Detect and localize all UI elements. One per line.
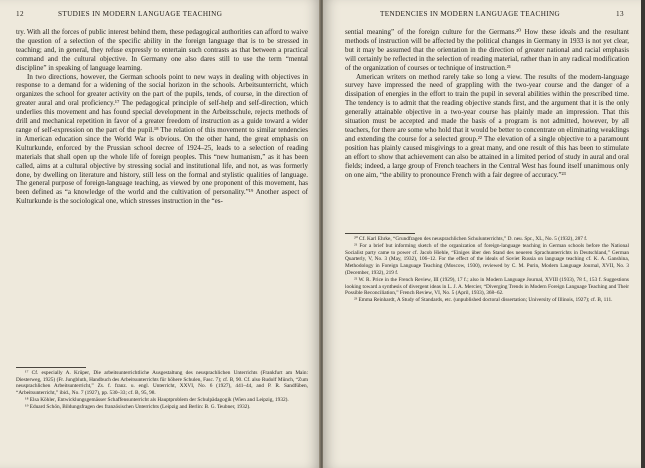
footnote-rule xyxy=(345,233,415,234)
paragraph: American writers on method rarely take so long a view. The results of the modern-language survey have impressed the need of grappling with the two-year course and the danger of a dissipation of energies in the effort to train the pupil in several abilities within the prescribed time. The tendency is to admit that the reading objective stands first, and the argument that it is the only generally attainable objective in a two-year course has plainly made an impression. That this situation must be accepted and made the basis of a program is not admitted, however, by all teachers, for there are some who hold that it would be better to concentrate on eliminating weaklings and extending the course for a selected group.²² The elevation of a single objective to a paramount position has plainly caused misgivings to a great many, and one result of this has been to stimulate an effort to show that achievement can also be attained in a limited period of study in aural and oral fields; indeed, a large group of French teachers in the Central West has found itself unanimous only on one aim, “the ability to pronounce French with a fair degree of accuracy.”²³ xyxy=(345,72,629,179)
paragraph: try. With all the forces of public interest behind them, these pedagogical authorities can afford to waive the question of a selection of the specific ability in the foreign language that is to be stressed in teaching; and, in general, they refuse expressly to entertain such contrasts as that between a practical command and the cultural objective. In Germany one also dares still to use the term “mental discipline” in speaking of language learning. xyxy=(16,28,308,72)
footnote: ¹⁹ Eduard Schön, Bildungsfragen des französischen Unterrichts (Leipzig and Berlin: B. G. Teubner, 1932). xyxy=(25,404,251,411)
footnotes xyxy=(345,236,629,304)
footnote: ²³ Emma Reinhardt, A Study of Standards, etc. (unpublished doctoral dissertation; University of Illinois, 1927); cf. B, 111. xyxy=(354,297,613,304)
right-page xyxy=(323,0,645,468)
page-number: 12 xyxy=(16,10,24,18)
body-text xyxy=(345,28,629,179)
running-title: TENDENCIES IN MODERN LANGUAGE TEACHING xyxy=(380,10,561,18)
footnote-rule xyxy=(16,367,86,368)
page-edge xyxy=(641,0,645,468)
footnotes xyxy=(16,370,308,411)
footnote: ¹⁷ Cf. especially A. Krüper, Die arbeitsunterrichtliche Ausgestaltung des neusprachlichen Unterrichts (Frankfurt am Main: Diesterweg, 1925) (Fr. Jungbluth, Handbuch des Arbeitsunterrichts für höhere Schulen, Fasc. 7); cf. B, 90. Cf. also Rudolf Münch, “Zum neusprachlichen Arbeitsunterricht,” Zs. f. franz. u. engl. Unterricht, XXVI, No. 6 (1927), 441–44, and P. R. Sandfüben, “Arbeitsunterricht,” ibid., No. 7 (1927), pp. 530–33; cf. B, 95, 98. xyxy=(16,370,308,397)
footnote: ²⁰ Cf. Karl Ehrke, “Grundfragen des neusprachlichen Schulunterrichts,” D. neu. Spr., XL, No. 5 (1932), 287 f. xyxy=(354,236,588,242)
page-number: 13 xyxy=(616,10,624,18)
footnote: ²² W. R. Price in the French Review, III (1929), 17 f.; also in Modern Language Journal, XVIII (1933), 78 f., 153 f. Suggestions looking toward a synthesis of divergent ideas in L. J. A. Mercier, “Diverging Trends in Modern Foreign Language Teaching and Their Possible Reconciliation,” French Review, VI, No. 5 (April, 1933), 368–62. xyxy=(345,276,629,297)
body-text xyxy=(16,28,308,206)
running-title: STUDIES IN MODERN LANGUAGE TEACHING xyxy=(58,10,223,18)
footnote: ²¹ For a brief but informing sketch of the organization of foreign-language teaching in German schools before the National Socialist party came to power cf. Jacob Hiehle, “Einiges über den Stand des neueren Sprachunterrichts in Deutschland,” German Quarterly, V, No. 3 (May, 1932), 106–12. For the effect of the ideals of Soviet Russia on language teaching cf. K. A. Ganshina, Methodology in Foreign Language Teaching (Moscow, 1930), reviewed by C. M. Purin, Modern Language Journal, XVII, No. 3 (December, 1932), 219 f. xyxy=(345,243,629,276)
footnote: ¹⁸ Elsa Köhler, Entwicklungsgemässer Schaffensunterricht als Hauptproblem der Schulpädagogik (Wien and Leipzig, 1932). xyxy=(25,397,289,404)
paragraph: In two directions, however, the German schools point to new ways in dealing with objectives in response to a demand for a widening of the social horizon in the schools. Arbeitsunterricht, which organizes the school for greater activity on the part of the pupils, tends, of course, in the direction of greater aural and oral proficiency.¹⁷ The pedagogical principle of self-help and self-direction, which underlies this movement and has found special development in the Arbeitsschule, rejects methods of drill and mechanical repetition in favor of a greater freedom of instruction as a guide toward a wider range of self-expression on the part of the pupil.¹⁸ The relation of this movement to similar tendencies in American education since the World War is obvious. On the other hand, the great emphasis on Kulturkunde, enforced by the Prussian school decree of 1924–25, leads to a selection of reading materials that shall open up the whole life of foreign peoples. This “new humanism,” as it has been called, aims at a cultural objective by stressing social and institutional life, and not, as was formerly done, by dwelling on literature and history, still less on the formal and stylistic qualities of language. The general purpose of foreign-language teaching, as viewed by one proponent of this movement, has been defined as “a knowledge of the world and the cultivation of personality.”¹⁹ Another aspect of Kulturkunde is the sociological one, which stresses instruction in the “es- xyxy=(16,72,308,206)
paragraph: sential meaning” of the foreign culture for the Germans.²⁰ How these ideals and the resultant methods of instruction will be affected by the political changes in Germany in 1933 is not yet clear, but it may be assumed that the orientation in the direction of greater national and racial emphasis will certainly be reflected in the selection of reading material, rather than in any radical modification of the organization of courses or technique of instruction.²¹ xyxy=(345,28,629,72)
left-page xyxy=(0,0,320,468)
